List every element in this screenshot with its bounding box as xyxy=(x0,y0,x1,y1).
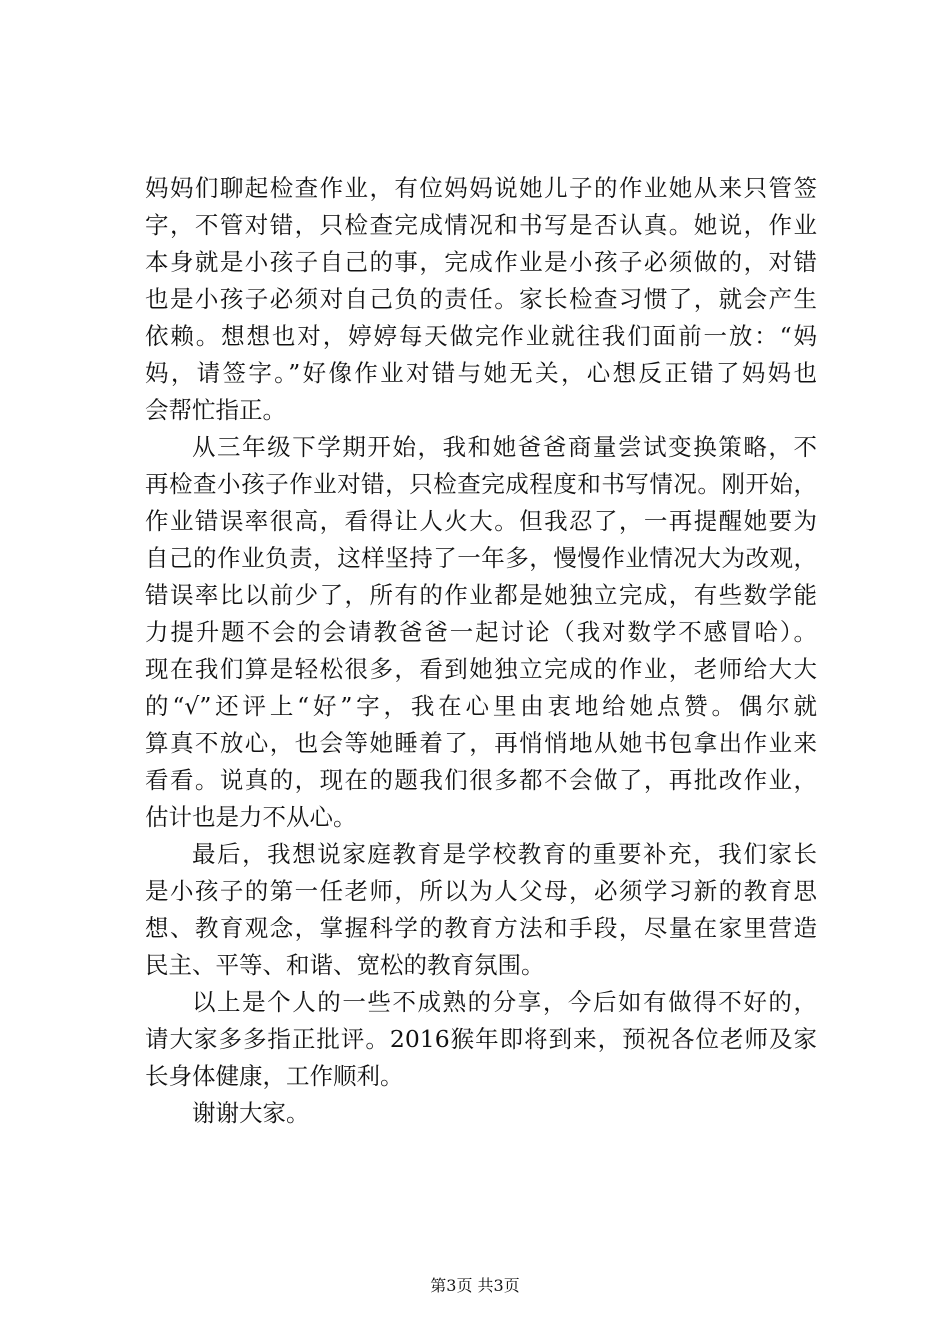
text-line: 的“√”还评上“好”字，我在心里由衷地给她点赞。偶尔就 xyxy=(145,692,817,720)
text-line: 自己的作业负责，这样坚持了一年多，慢慢作业情况大为改观， xyxy=(145,544,817,572)
text-line: 看看。说真的，现在的题我们很多都不会做了，再批改作业， xyxy=(145,766,817,794)
text-line: 请大家多多指正批评。2016猴年即将到来，预祝各位老师及家 xyxy=(145,1025,817,1053)
page-footer: 第3页 共3页 xyxy=(430,1276,520,1295)
text-line: 从三年级下学期开始，我和她爸爸商量尝试变换策略，不 xyxy=(192,433,817,461)
text-line: 民主、平等、和谐、宽松的教育氛围。 xyxy=(145,951,545,979)
text-line: 以上是个人的一些不成熟的分享，今后如有做得不好的， xyxy=(192,988,817,1016)
text-line: 最后，我想说家庭教育是学校教育的重要补充，我们家长 xyxy=(192,840,817,868)
text-line: 作业错误率很高，看得让人火大。但我忍了，一再提醒她要为 xyxy=(145,507,817,535)
text-line: 力提升题不会的会请教爸爸一起讨论（我对数学不感冒哈）。 xyxy=(145,618,817,646)
paragraph xyxy=(145,836,817,984)
text-line: 现在我们算是轻松很多，看到她独立完成的作业，老师给大大 xyxy=(145,655,817,683)
text-line: 再检查小孩子作业对错，只检查完成程度和书写情况。刚开始， xyxy=(145,470,817,498)
text-line: 是小孩子的第一任老师，所以为人父母，必须学习新的教育思 xyxy=(145,877,817,905)
text-line: 长身体健康，工作顺利。 xyxy=(145,1062,404,1090)
text-line: 谢谢大家。 xyxy=(192,1099,310,1127)
document-body xyxy=(145,170,817,1132)
text-line: 本身就是小孩子自己的事，完成作业是小孩子必须做的，对错 xyxy=(145,248,817,276)
text-line: 错误率比以前少了，所有的作业都是她独立完成，有些数学能 xyxy=(145,581,817,609)
text-line: 妈，请签字。”好像作业对错与她无关，心想反正错了妈妈也 xyxy=(145,359,817,387)
paragraph xyxy=(145,1095,817,1132)
paragraph xyxy=(145,984,817,1095)
text-line: 会帮忙指正。 xyxy=(145,396,286,424)
text-line: 算真不放心，也会等她睡着了，再悄悄地从她书包拿出作业来 xyxy=(145,729,817,757)
text-line: 字，不管对错，只检查完成情况和书写是否认真。她说，作业 xyxy=(145,211,817,239)
text-line: 想、教育观念，掌握科学的教育方法和手段，尽量在家里营造 xyxy=(145,914,817,942)
text-line: 妈妈们聊起检查作业，有位妈妈说她儿子的作业她从来只管签 xyxy=(145,174,817,202)
text-line: 估计也是力不从心。 xyxy=(145,803,357,831)
paragraph xyxy=(145,170,817,429)
text-line: 也是小孩子必须对自己负的责任。家长检查习惯了，就会产生 xyxy=(145,285,817,313)
text-line: 依赖。想想也对，婷婷每天做完作业就往我们面前一放：“妈 xyxy=(145,322,817,350)
paragraph xyxy=(145,429,817,836)
